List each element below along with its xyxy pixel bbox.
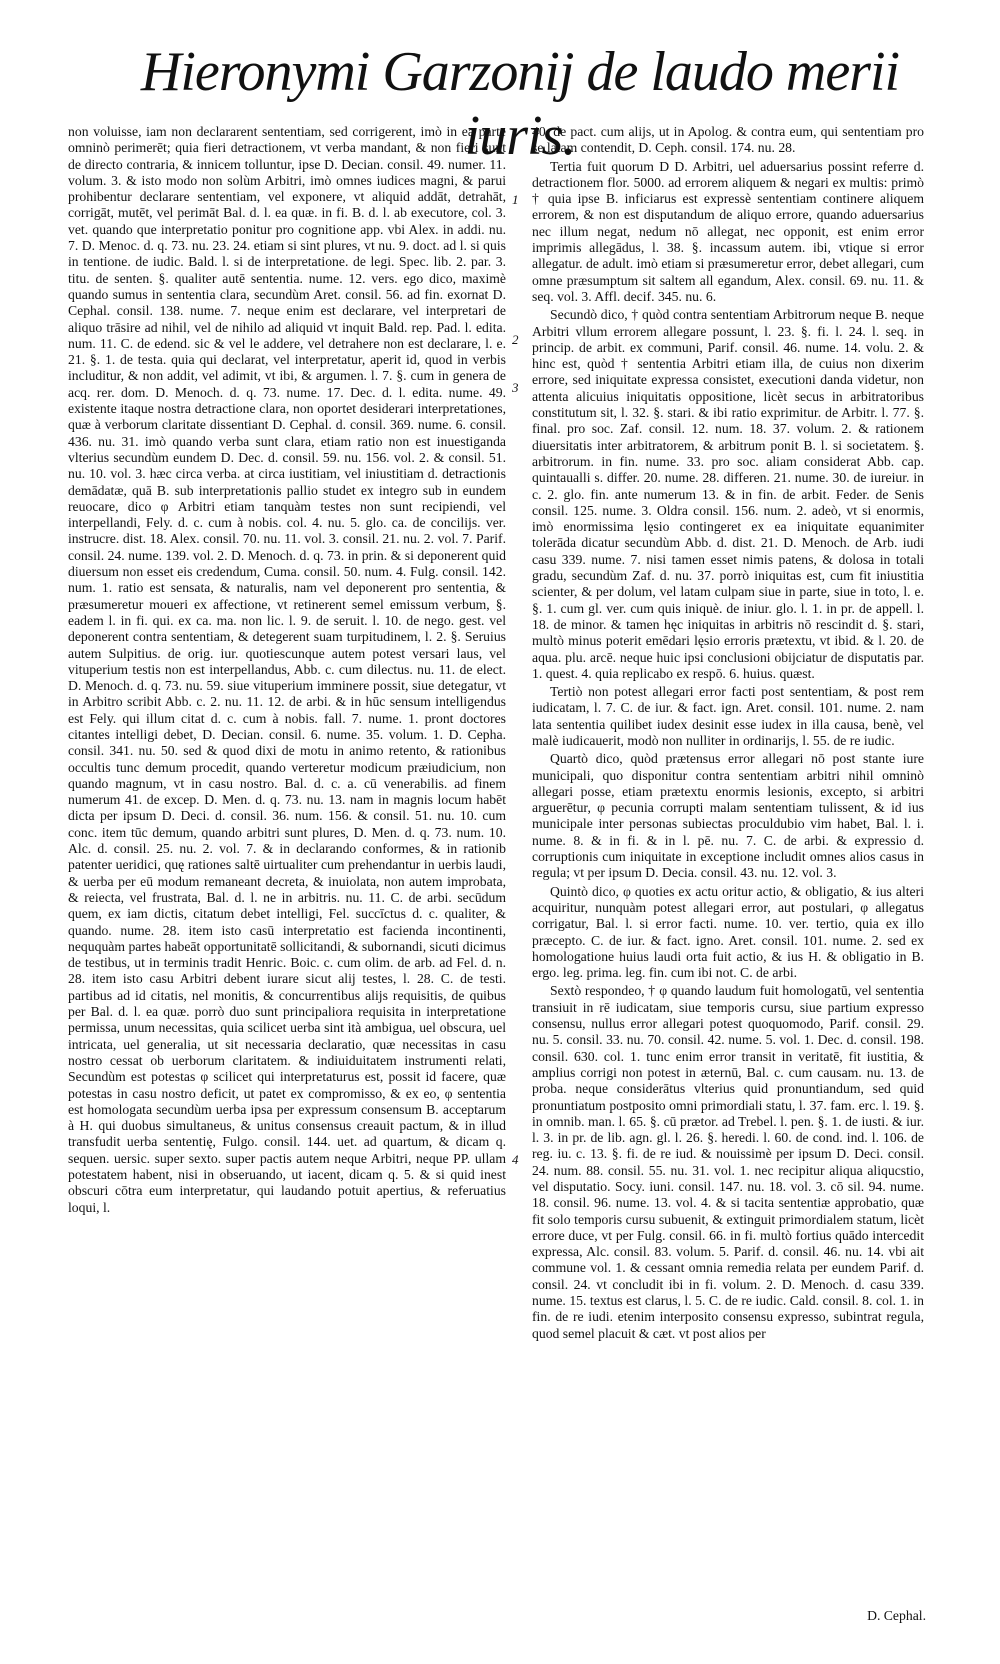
- right-column-paragraph: 40. de pact. cum alijs, ut in Apolog. & contra eum, qui sententiam pro se latam contendit, D. Ceph. consil. 174. nu. 28.: [532, 124, 924, 156]
- left-column: [68, 124, 506, 1216]
- catchword: D. Cephal.: [867, 1608, 926, 1623]
- right-column-paragraph: Tertia fuit quorum D D. Arbitri, uel aduersarius possint referre d. detractionem flor. 5000. ad errorem aliquem & negari ex multis: primò † quia ipse B. inficiarus est expressè sententiam continere aliquem errorem, & non est disputandum de aliquo errore, quando aduersarius nec illum negat, nedum nō allegat, nec opponit, est enim error imprimis allegādus, l. 38. §. incassum autem. ibi, vtique si error allegatur. de adult. imò etiam si præsumeretur error, debet allegari, cum omne præsumptum sit saltem all egandum, Alex. consil. 69. nu. 11. & seq. vol. 3. Affl. decif. 345. nu. 6.: [532, 158, 924, 304]
- right-column-paragraph: Sextò respondeo, † φ quando laudum fuit homologatū, vel sententia transiuit in rē iudicatam, siue temporis cursu, siue partium expresso consensu, nullus error allegari potest quoquomodo, Parif. consil. 29. nu. 5. consil. 33. nu. 70. consil. 42. nume. 5. vol. 1. Dec. d. consil. 198. consil. 630. col. 1. tunc enim error transit in veritatē, fit iustitia, & amplius corrigi non potest in æternū, Bal. c. cum causam. nu. 13. de proba. neque considerātus vlterius quid pronuntiandum, sed quid pronuntiatum postposito omni primordiali statu, l. 37. fam. erc. l. 19. §. in omnib. man. l. 65. §. cū prætor. ad Trebel. l. pen. §. 1. de iusti. & iur. l. 3. in pr. de lib. agn. gl. l. 26. §. heredi. l. 60. de cond. ind. l. 106. de reg. iu. c. 13. §. fi. de re iud. & nouissimè per ipsum D. Deci. consil. 24. num. 88. consil. 55. nu. 31. vol. 1. nec recipitur aliqua aliqucstio, vel disputatio. Socy. iuni. consil. 147. nu. 18. vol. 3. cō sil. 94. nume. 18. consil. 96. nume. 13. vol. 4. & si tacita sententiæ approbatio, quæ fit solo temporis cursu subuenit, & extinguit primordialem statum, licèt errore duce, vt per Fulg. consil. 66. in fi. multò fortius quādo intercedit expressa, Alc. consil. 83. volum. 5. Parif. d. consil. 46. nu. 14. vbi ait commune vol. 1. & cessant omnia remedia relata per eundem Parif. d. consil. 24. vt concludit ibi in fi. volum. 2. D. Menoch. d. casu 339. nume. 15. textus est clarus, l. 5. C. de re iudic. Cald. consil. 8. col. 1. in fin. de re iudi. etenim interposito consensu expresso, subintrat regula, quod semel placuit & cæt. vt post alios per: [532, 983, 924, 1341]
- margin-number: 3: [512, 380, 519, 395]
- right-column-paragraph: Secundò dico, † quòd contra sententiam Arbitrorum neque B. neque Arbitri vllum errorem allegare possunt, l. 23. §. fi. l. 24. l. seq. in princip. de arbit. ex communi, Parif. consil. 46. nume. 14. volu. 2. & hinc est, quòd † sententia Arbitri etiam illa, de cuius non dixerim errore, sed iniquitate expressa consistet, executioni danda videtur, non attenta alicuius iniquitatis oppositione, licèt secus in arbitratoribus constitutum sit, l. 32. §. stari. & ibi ratio exprimitur. de Arbitr. l. 77. §. final. pro soc. Zaf. consil. 12. num. 18. 37. volum. 2. & rationem diuersitatis inter arbitratorem, & arbitrum ponit B. l. si societatem. §. arbitrorum. in fin. nume. 33. pro soc. aliam considerat Abb. cap. quintaualli s. differ. 20. nume. 28. differen. 21. nume. 30. de iureiur. in c. 2. glo. fin. ante numerum 13. & in fin. de arbit. Feder. de Senis consil. 125. nume. 3. Oldra consil. 156. num. 2. adeò, vt si enormis, imò enormissima lęsio contingeret ex ea iniquitate equanimiter tolerāda dicatur secundùm Abb. d. dist. 21. D. Menoch. de Arb. iudi casu 339. nume. 7. nisi tamen esset nimis patens, & dolosa in totali gradu, secundùm Zaf. d. nu. 37. porrò iniquitas est, cum fit iniustitia scienter, & per dolum, vel latam culpam siue in parte, siue in toto, l. e. §. 1. cum gl. ver. cum quis iniquè. de iniur. glo. l. 1. in pr. de appell. l. 18. de minor. & tamen hęc iniquitas in arbitris nō rescindit d. §. stari, multò minus poterit emēdari lęsio erroris prætextu, vt ibid. & l. 20. de aqua. plu. arcē. neque huic ipsi conclusioni obijciatur de disputatis par. 1. quest. 4. quia replicabo ex respō. 6. huius. quæst.: [532, 307, 924, 681]
- margin-number: 2: [512, 332, 519, 347]
- right-column-paragraph: Tertiò non potest allegari error facti post sententiam, & post rem iudicatam, l. 7. C. de iur. & fact. ign. Aret. consil. 101. nume. 2. nam lata sententia quilibet iudex desinit esse iudex in illa causa, benè, vel malè iudicauerit, modò non nulliter in ordinarijs, l. 55. de re iudic.: [532, 684, 924, 748]
- margin-number: 4: [512, 1152, 519, 1167]
- left-column-text: non voluisse, iam non declararent sententiam, sed corrigerent, imò in ea parte omninò perimerēt; quia fieri detractionem, vt verba mandant, & non fieri sunt de directo contraria, & innicem tolluntur, ipse D. Decian. consil. 49. numer. 11. volum. 3. & isto modo non solùm Arbitri, imò omnes iudices magni, & parui prohibentur declarare sententiam, vel exponere, vt aliquid addāt, detrahāt, corrigāt, mutēt, vel perimāt Bal. d. l. ea quæ. in fi. B. d. l. ab executore, col. 3. vet. quando que interpretatio ponitur pro cognitione app. vbi Alex. in addi. nu. 7. D. Menoc. d. q. 73. nu. 23. 24. etiam si sint plures, vt nu. 9. doct. ad l. si quis in tentione. de iudic. Bald. l. si de interpretatione. de legi. Spec. lib. 2. par. 3. titu. de senten. §. qualiter autē sententia. nume. 12. vers. ego dico, maximè quando sumus in sententia clara, secundùm Aret. consil. 56. ad fin. exornat D. Cephal. consil. 138. nume. 7. neque enim est declarare, vel interpretari de aliquo trāsire ad nihil, vel de nihilo ad aliquid vt inquit Bald. rep. Pad. l. edita. num. 11. C. de edend. sic & vel le addere, vel detrahere non est declarare, l. e. 21. §. 1. de testa. quia qui declarat, vel interpretatur, aperit id, quod in verbis includitur, & non addit, vel adimit, vt ibi, & argumen. l. 7. §. cum in genera de acq. rer. dom. D. Menoch. d. q. 73. nume. 17. Dec. d. l. edita. nume. 49. existente itaque nostra detractione clara, non oportet desiderari interpretationes, quæ à verborum claritate dissentiant D. Cephal. d. consil. 369. nume. 6. consil. 436. nu. 31. imò quando verba sunt clara, etiam ratio non est inuestiganda vlterius secundùm eundem D. Dec. d. consil. 59. nu. 156. vol. 2. & consil. 51. nu. 10. vol. 3. hæc circa verba. at circa iustitiam, vel iniustitiam d. detractionis demādatæ, quā B. sub interpretationis pallio studet ex integro sub in eundem reuocare, dico φ Arbitri etiam tanquàm testes non sunt recipiendi, vel interpellandi, Fely. d. c. cum à nobis. col. 4. nu. 5. glo. ca. de concilijs. ver. instrucre. dist. 18. Alex. consil. 70. nu. 11. vol. 3. consil. 21. nu. 2. vol. 7. Parif. consil. 24. nume. 139. vol. 2. D. Menoch. d. q. 73. in prin. & si deponerent quid diuersum non esset eis credendum, Cuma. consil. 50. num. 4. Fulg. consil. 142. num. 1. ratio est sensata, & naturalis, nam vel deponerent pro sententia, & præsumeretur moueri ex affectione, vt retinerent semel emissum verbum, §. eadem l. in fi. qui. ex ca. ma. non lic. l. 9. de seruit. l. 10. de nego. gest. vel deponerent contra sententiam, & detegerent suam turpitudinem, l. 2. §. Seruius autem Sulpitius. de orig. iur. quotiescunque autem potest versari laus, vel vituperium testis non est interpellandus, Abb. c. cum dilectus. nu. 11. de elect. D. Menoch. d. q. 73. nu. 59. siue vituperium imminere possit, siue detegatur, vt in Arbitro scribit Abb. c. 2. nu. 11. 12. de arbi. & in hūc sensum intelligendus est Fely. qui illum citat d. c. cum à nobis. fall. 7. nume. 1. pront doctores citantes intelligi debet, D. Decian. consil. 6. nume. 35. volum. 1. D. Cepha. consil. 341. nu. 50. sed & quod dixi de motu in animo retento, & rationibus occultis tunc demum procedit, quando verteretur modicum præiudicium, non quando magnum, vt in casu nostro. Bal. d. c. a. cū venerabilis. ad finem numerum 41. de excep. D. Men. d. q. 73. nu. 13. nam in magnis locum habēt dicta per ipsum D. Deci. d. consil. 36. num. 156. & consil. 51. nu. 10. cum conc. item tūc demum, quando arbitri sunt plures, D. Men. d. q. 73. num. 10. Alc. d. consil. 25. nu. 2. vol. 7. & in declarando conformes, & in rationib patenter ueridici, quę rationes saltē uirtualiter cum prehendantur in uerbis laudi, & uerba per eū modum remaneant decreta, & inuiolata, non autem improbata, & reiecta, vel frustrata, Bal. d. l. ne in arbitris. nu. 11. C. de arbi. secūdum quem, ex iam dictis, citatum debet intelligi, Fel. succīctus d. c. qualiter, & quando. nume. 28. item isto casū interpretatio est facienda incontinenti, neququàm partes habeāt opportunitatē sollicitandi, & subornandi, sicuti dicimus de testibus, ut in terminis tradit Henric. Boic. c. cum olim. de arb. ad Fel. d. n. 28. item isto casu Arbitri debent iurare sicut alij testes, l. 28. C. de testi. partibus ad id citatis, nel monitis, & concurrentibus alijs requisitis, de quibus per Bal. d. l. ea quæ. porrò duo sunt principaliora requisita in interpretatione permissa, unum necessitas, quia scilicet uerba sint ità ambigua, uel obscura, uel intricata, uel generalia, ut sit necessaria declaratio, quæ necessitas in casu nostro cessat ob uerborum claritatem. & indiuiduitatem instrumenti relati, Secundùm est potestas φ scilicet qui interpretaturus est, possit id facere, quæ potestas in casu nostro deficit, ut patet ex compromisso, & ex eo, φ sententia est homologata secundùm uerba ipsa per expressum consensum B. acceptarum à H. qui duobus simultaneus, & unitus consensus creauit pactum, & in illud transfudit uerba sententię, Fulgo. consil. 144. uet. ad quartum, & dicam q. sequen. uersic. super sexto. super pactis autem neque Arbitri, neque PP. ullam potestatem habent, nisi in obseruando, ut iacent, dicam q. 5. & si quid inest obscuri cōtra eum interpretatur, qui laudando potuit apertius, & referuatius loqui, l.: [68, 124, 506, 1215]
- margin-number: 1: [512, 192, 519, 207]
- right-column-paragraph: Quintò dico, φ quoties ex actu oritur actio, & obligatio, & ius alteri acquiritur, nunquàm potest allegari error, aut postulari, φ allegatus corrigatur, Bal. l. si error facti. nume. 10. ver. tertio, quia ex illo præcepto. C. de iur. & fact. igno. Aret. consil. 101. nume. 2. sed ex homologatione huius laudi orta fuit actio, & ius H. & obligatio in B. ergo. leg. prima. leg. fin. cum ibi not. C. de arbi.: [532, 883, 924, 981]
- page-title: Hieronymi Garzonij de laudo merii iuris.: [140, 41, 900, 167]
- right-column: [532, 124, 924, 1342]
- right-column-paragraph: Quartò dico, quòd prætensus error allegari nō post stante iure municipali, quo disponitur contra sententiam arbitri nihil omninò allegari posse, etiam prætextu enormis lesionis, excepto, si arbitri arguerētur, φ pecunia corrupti malam sententiam tulissent, & id ius municipale inter personas subiectas proculdubio vim habet, Bal. l. i. nume. 8. & in fi. & in l. pē. nu. 7. C. de arbi. & expressio d. corruptionis cum iniquitate in exceptione includit omnes alios casus in regula; vt per ipsum D. Decia. consil. 43. nu. 12. vol. 3.: [532, 751, 924, 881]
